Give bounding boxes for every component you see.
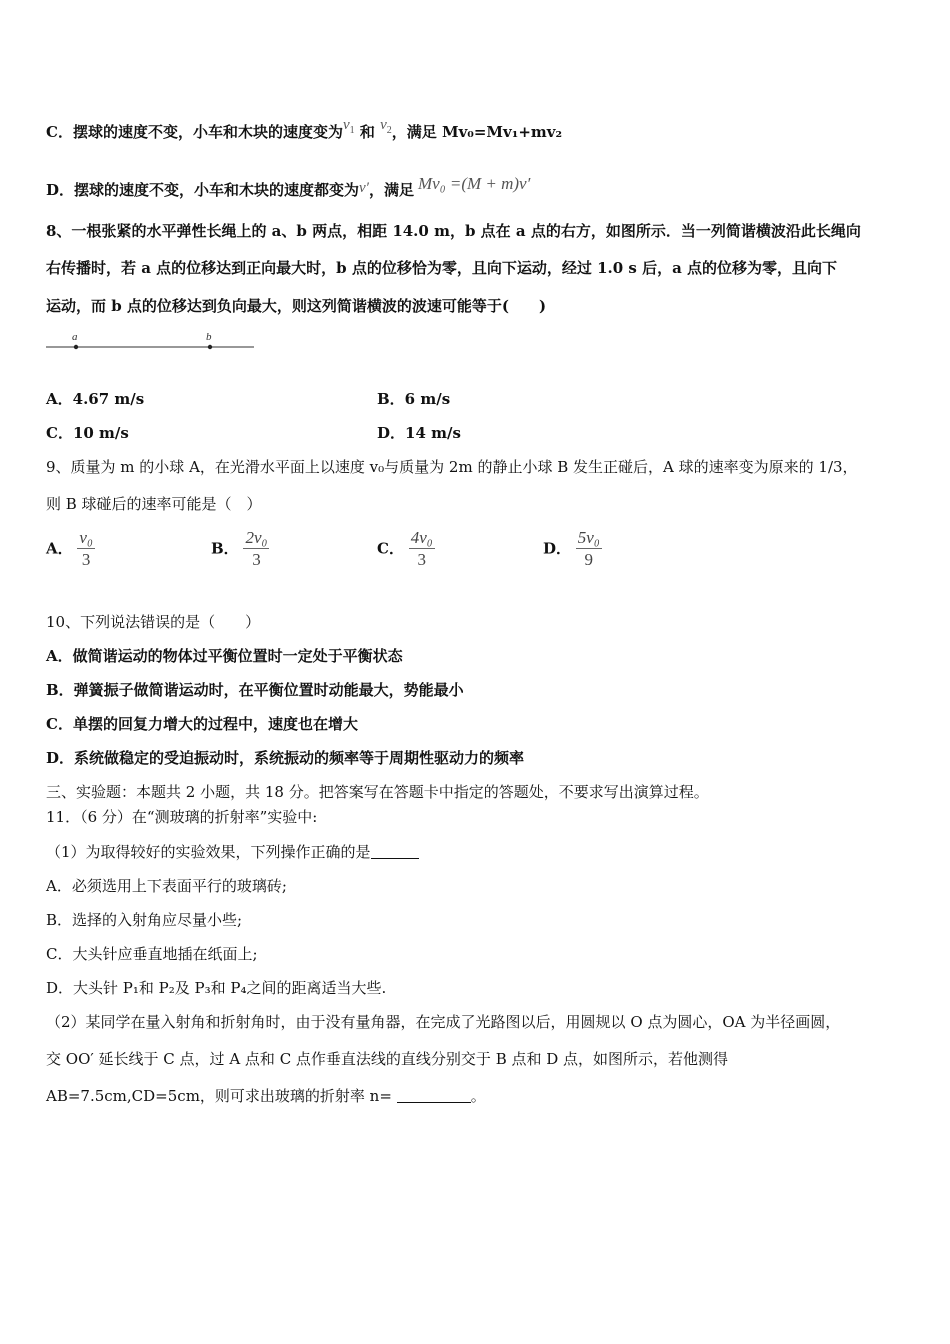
q11-option-a: A．必须选用上下表面平行的玻璃砖; bbox=[46, 877, 287, 895]
q11-option-c: C．大头针应垂直地插在纸面上; bbox=[46, 945, 258, 963]
q11-part-2-line-3: AB=7.5cm,CD=5cm，则可求出玻璃的折射率 n= 。 bbox=[46, 1087, 486, 1105]
momentum-equation: Mv₀ =(M + m)v′ bbox=[417, 174, 531, 193]
v1-symbol: $v_1$ bbox=[342, 117, 355, 136]
v-prime-symbol: v′ bbox=[359, 180, 369, 196]
answer-blank-1 bbox=[371, 844, 419, 859]
q9-option-d: D． $\frac{\text{5v₀}}{9}$ bbox=[543, 528, 600, 569]
fraction-a: $\frac{\text{v₀}}{3}$ bbox=[79, 528, 93, 569]
q10-stem: 10、下列说法错误的是（ ） bbox=[46, 613, 261, 631]
q8-stem-line-3: 运动，而 b 点的位移达到负向最大，则这列简谐横波的波速可能等于( ) bbox=[46, 297, 547, 315]
q9-option-c: C． $\frac{\text{4v₀}}{3}$ bbox=[377, 528, 433, 569]
q8-stem-line-1: 8、一根张紧的水平弹性长绳上的 a、b 两点，相距 14.0 m，b 点在 a 点的右方，如图所示．当一列简谐横波沿此长绳向 bbox=[46, 222, 861, 240]
q9-option-a: A． $\frac{\text{v₀}}{3}$ bbox=[46, 528, 93, 569]
point-a-dot bbox=[74, 345, 78, 349]
q8-option-b: B．6 m/s bbox=[377, 390, 451, 408]
q8-option-c: C．10 m/s bbox=[46, 424, 129, 442]
q10-option-a: A．做简谐运动的物体过平衡位置时一定处于平衡状态 bbox=[46, 647, 403, 665]
point-b-dot bbox=[208, 345, 212, 349]
q10-option-d: D．系统做稳定的受迫振动时，系统振动的频率等于周期性驱动力的频率 bbox=[46, 749, 525, 767]
q8-stem-line-2: 右传播时，若 a 点的位移达到正向最大时，b 点的位移恰为零，且向下运动，经过 1.0 s 后，a 点的位移为零，且向下 bbox=[46, 259, 838, 277]
fraction-c: $\frac{\text{4v₀}}{3}$ bbox=[410, 528, 433, 569]
v2-symbol: $v_2$ bbox=[380, 117, 392, 136]
q11-part-2-line-2: 交 OO′ 延长线于 C 点，过 A 点和 C 点作垂直法线的直线分别交于 B 点和 D 点，如图所示，若他测得 bbox=[46, 1050, 729, 1068]
q11-part-2-line-1: （2）某同学在量入射角和折射角时，由于没有量角器，在完成了光路图以后，用圆规以 O 点为圆心，OA 为半径画圆， bbox=[46, 1013, 841, 1031]
q9-option-b: B． $\frac{\text{2v₀}}{3}$ bbox=[211, 528, 268, 569]
point-a-label: a bbox=[72, 331, 78, 343]
q9-stem-line-2: 则 B 球碰后的速率可能是（ ） bbox=[46, 495, 262, 513]
q11-option-b: B．选择的入射角应尽量小些; bbox=[46, 911, 243, 929]
q8-option-d: D．14 m/s bbox=[377, 424, 461, 442]
fraction-d: $\frac{\text{5v₀}}{9}$ bbox=[577, 528, 600, 569]
q9-stem-line-1: 9、质量为 m 的小球 A，在光滑水平面上以速度 v₀与质量为 2m 的静止小球 B 发生正碰后，A 球的速率变为原来的 1/3， bbox=[46, 458, 858, 476]
q11-part-1: （1）为取得较好的实验效果，下列操作正确的是 bbox=[46, 841, 419, 863]
q8-option-a: A．4.67 m/s bbox=[46, 390, 145, 408]
q10-option-b: B．弹簧振子做简谐运动时，在平衡位置时动能最大，势能最小 bbox=[46, 681, 464, 699]
section-3-heading: 三、实验题：本题共 2 小题，共 18 分。把答案写在答题卡中指定的答题处，不要求写出演算过程。 bbox=[46, 783, 709, 801]
q10-option-c: C．单摆的回复力增大的过程中，速度也在增大 bbox=[46, 715, 358, 733]
point-b-label: b bbox=[206, 331, 212, 343]
answer-blank-2 bbox=[397, 1088, 471, 1103]
q7-option-d: D．摆球的速度不变，小车和木块的速度都变为v′，满足 Mv₀ =(M + m)v′ bbox=[46, 174, 531, 199]
fraction-b: $\frac{\text{2v₀}}{3}$ bbox=[245, 528, 268, 569]
rope-figure bbox=[46, 328, 258, 356]
q11-stem: 11．（6 分）在“测玻璃的折射率”实验中: bbox=[46, 808, 318, 826]
q7-option-c: C．摆球的速度不变，小车和木块的速度变为$v_1$ 和 $v_2$，满足 Mv₀=Mv₁+mv₂ bbox=[46, 117, 563, 141]
q11-option-d: D．大头针 P₁和 P₂及 P₃和 P₄之间的距离适当大些. bbox=[46, 979, 387, 997]
